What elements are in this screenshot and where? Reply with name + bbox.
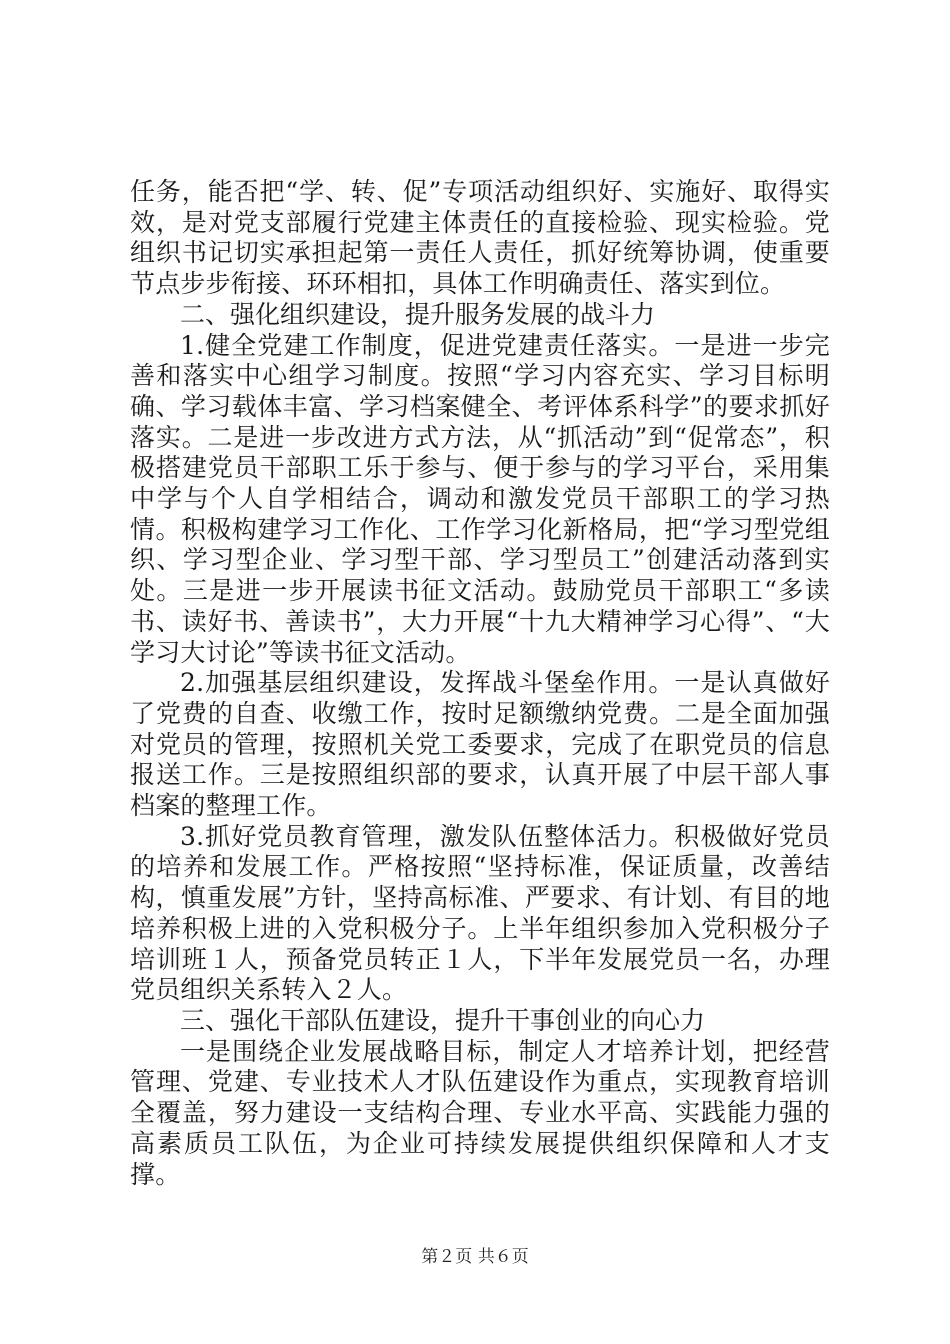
paragraph-item-2: 2.加强基层组织建设，发挥战斗堡垒作用。一是认真做好了党费的自查、收缴工作，按时足额缴纳党费。二是全面加强对党员的管理，按照机关党工委要求，完成了在职党员的信息报送工作。三是按照组织部的要求，认真开展了中层干部人事档案的整理工作。 <box>130 668 830 821</box>
paragraph-item-3: 3.抓好党员教育管理，激发队伍整体活力。积极做好党员的培养和发展工作。严格按照“坚持标准，保证质量，改善结构，慎重发展”方针，坚持高标准、严要求、有计划、有目的地培养积极上进的入党积极分子。上半年组织参加入党积极分子培训班１人，预备党员转正１人，下半年发展党员一名，办理党员组织关系转入２人。 <box>130 821 830 1005</box>
paragraph-cadre: 一是围绕企业发展战略目标，制定人才培养计划，把经营管理、党建、专业技术人才队伍建设作为重点，实现教育培训全覆盖，努力建设一支结构合理、专业水平高、实践能力强的高素质员工队伍，为企业可持续发展提供组织保障和人才支撑。 <box>130 1036 830 1189</box>
page-number-footer: 第２页 共６页 <box>421 1247 529 1267</box>
document-body <box>130 177 830 1190</box>
paragraph-continuation: 任务，能否把“学、转、促”专项活动组织好、实施好、取得实效，是对党支部履行党建主体责任的直接检验、现实检验。党组织书记切实承担起第一责任人责任，抓好统筹协调，使重要节点步步衔接、环环相扣，具体工作明确责任、落实到位。 <box>130 177 830 299</box>
section-heading-2: 二、强化组织建设，提升服务发展的战斗力 <box>180 299 656 329</box>
section-heading-3: 三、强化干部队伍建设，提升干事创业的向心力 <box>180 1005 706 1035</box>
paragraph-item-1: 1.健全党建工作制度，促进党建责任落实。一是进一步完善和落实中心组学习制度。按照“学习内容充实、学习目标明确、学习载体丰富、学习档案健全、考评体系科学”的要求抓好落实。二是进一步改进方式方法，从“抓活动”到“促常态”，积极搭建党员干部职工乐于参与、便于参与的学习平台，采用集中学与个人自学相结合，调动和激发党员干部职工的学习热情。积极构建学习工作化、工作学习化新格局，把“学习型党组织、学习型企业、学习型干部、学习型员工”创建活动落到实处。三是进一步开展读书征文活动。鼓励党员干部职工“多读书、读好书、善读书”，大力开展“十九大精神学习心得”、“大学习大讨论”等读书征文活动。 <box>130 330 830 667</box>
